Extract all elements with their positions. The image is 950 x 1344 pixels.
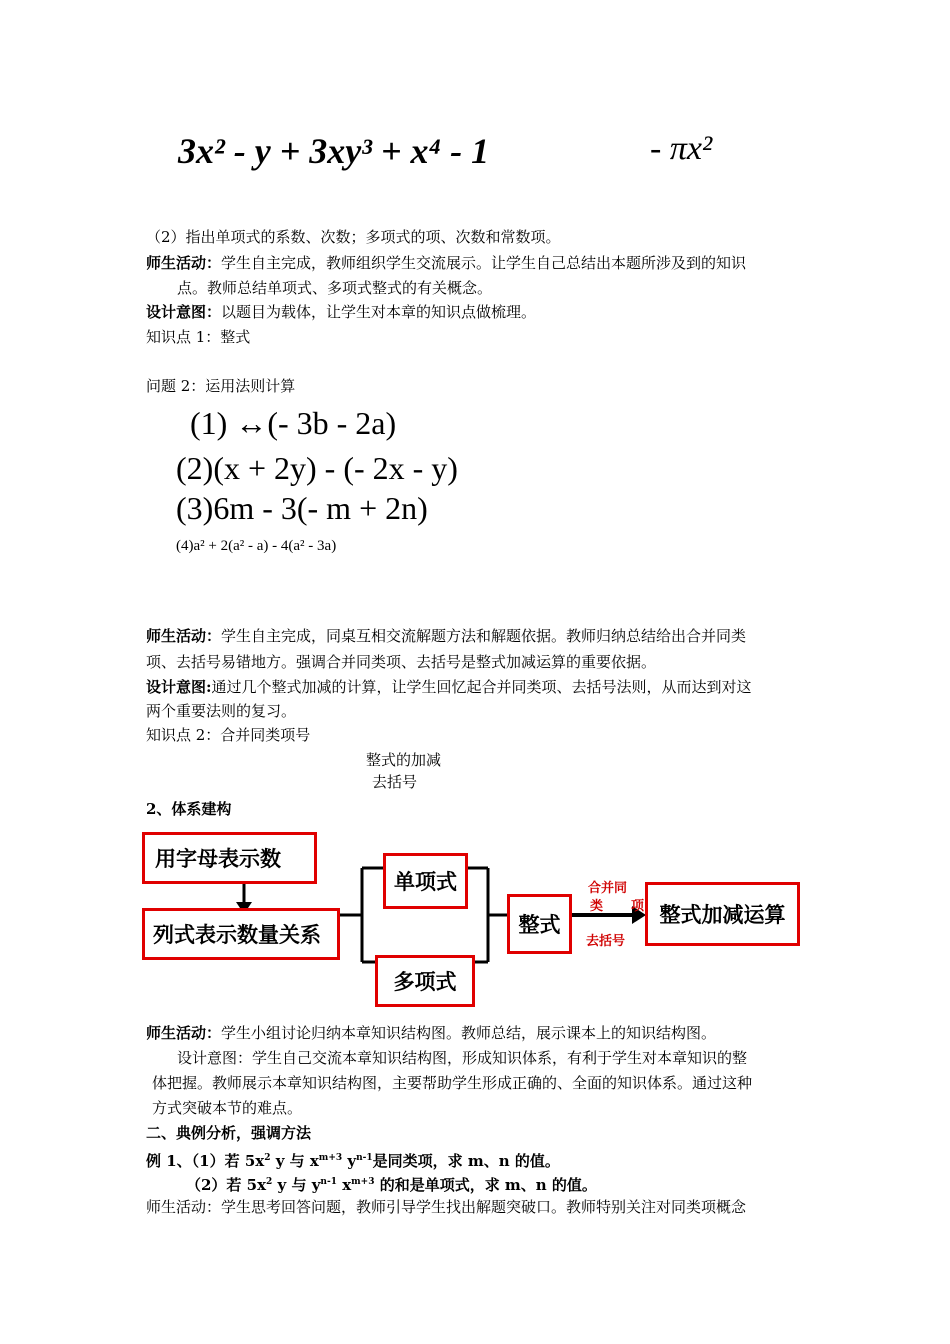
knowledge-point-1: 知识点 1：整式 [146, 328, 251, 346]
problem-1: (1) ↔(- 3b - 2a) [190, 405, 397, 441]
label-remove-brackets: 去括号 [586, 934, 626, 949]
box-integral-expression: 整式 [507, 894, 572, 954]
question-2: 问题 2：运用法则计算 [146, 377, 296, 395]
header-formula [178, 130, 489, 172]
problem-4: (4)a² + 2(a² - a) - 4(a² - 3a) [176, 538, 337, 554]
intent-3-line3: 方式突破本节的难点。 [152, 1099, 303, 1117]
box-polynomial: 多项式 [375, 955, 475, 1007]
intent-2-cont: 两个重要法则的复习。 [146, 702, 297, 720]
activity-4: 师生活动：学生思考回答问题，教师引导学生找出解题突破口。教师特别关注对同类项概念 [146, 1198, 747, 1216]
activity-1: 师生活动：学生自主完成，教师组织学生交流展示。让学生自己总结出本题所涉及到的知识 [146, 254, 747, 272]
label-combine-top: 合并同 [588, 881, 628, 896]
center-label-2: 去括号 [372, 773, 418, 791]
example-1-part-1: 例 1、（1）若 $5x^2$ y 与 $x^{m+3}$ $y^{n-1}$是同类项，求 m、n 的值。 [146, 1152, 560, 1170]
center-label-1: 整式的加减 [366, 751, 442, 769]
formula-left: 3x² - y + 3xy³ + x⁴ - 1 [178, 131, 490, 171]
label-combine-class: 类 [590, 899, 604, 914]
example-1-part-2: （2）若 $5x^2$ y 与 $y^{n-1}$ $x^{m+3}$ 的和是单项式，求 m、n 的值。 [186, 1176, 597, 1194]
box-quantity-relation: 列式表示数量关系 [142, 908, 340, 960]
activity-2: 师生活动：学生自主完成，同桌互相交流解题方法和解题依据。教师归纳总结给出合并同类 [146, 627, 747, 645]
intent-3-line1: 设计意图：学生自己交流本章知识结构图，形成知识体系，有利于学生对本章知识的整 [177, 1049, 748, 1067]
activity-1-cont: 点。教师总结单项式、多项式整式的有关概念。 [177, 279, 493, 297]
knowledge-point-2: 知识点 2：合并同类项号 [146, 726, 311, 744]
intent-1: 设计意图：以题目为载体，让学生对本章的知识点做梳理。 [146, 303, 537, 321]
activity-3: 师生活动：学生小组讨论归纳本章知识结构图。教师总结，展示课本上的知识结构图。 [146, 1024, 717, 1042]
intent-2: 设计意图:通过几个整式加减的计算，让学生回忆起合并同类项、去括号法则，从而达到对这 [146, 678, 752, 696]
activity-2-cont: 项、去括号易错地方。强调合并同类项、去括号是整式加减运算的重要依据。 [146, 653, 657, 671]
box-monomial: 单项式 [383, 853, 468, 909]
section-heading-b: 二、典例分析，强调方法 [146, 1124, 312, 1142]
section-heading-2: 2、体系建构 [146, 800, 232, 818]
label-combine-term: 项 [631, 899, 645, 914]
box-letters-represent-numbers: 用字母表示数 [142, 832, 317, 884]
problem-3: (3)6m - 3(- m + 2n) [176, 490, 428, 526]
problem-2: (2)(x + 2y) - (- 2x - y) [176, 450, 458, 486]
question-1-part-2: （2）指出单项式的系数、次数；多项式的项、次数和常数项。 [146, 228, 561, 246]
intent-3-line2: 体把握。教师展示本章知识结构图，主要帮助学生形成正确的、全面的知识体系。通过这种 [152, 1074, 753, 1092]
box-add-subtract: 整式加减运算 [645, 882, 800, 946]
header-formula-right: - πx² [650, 130, 713, 167]
